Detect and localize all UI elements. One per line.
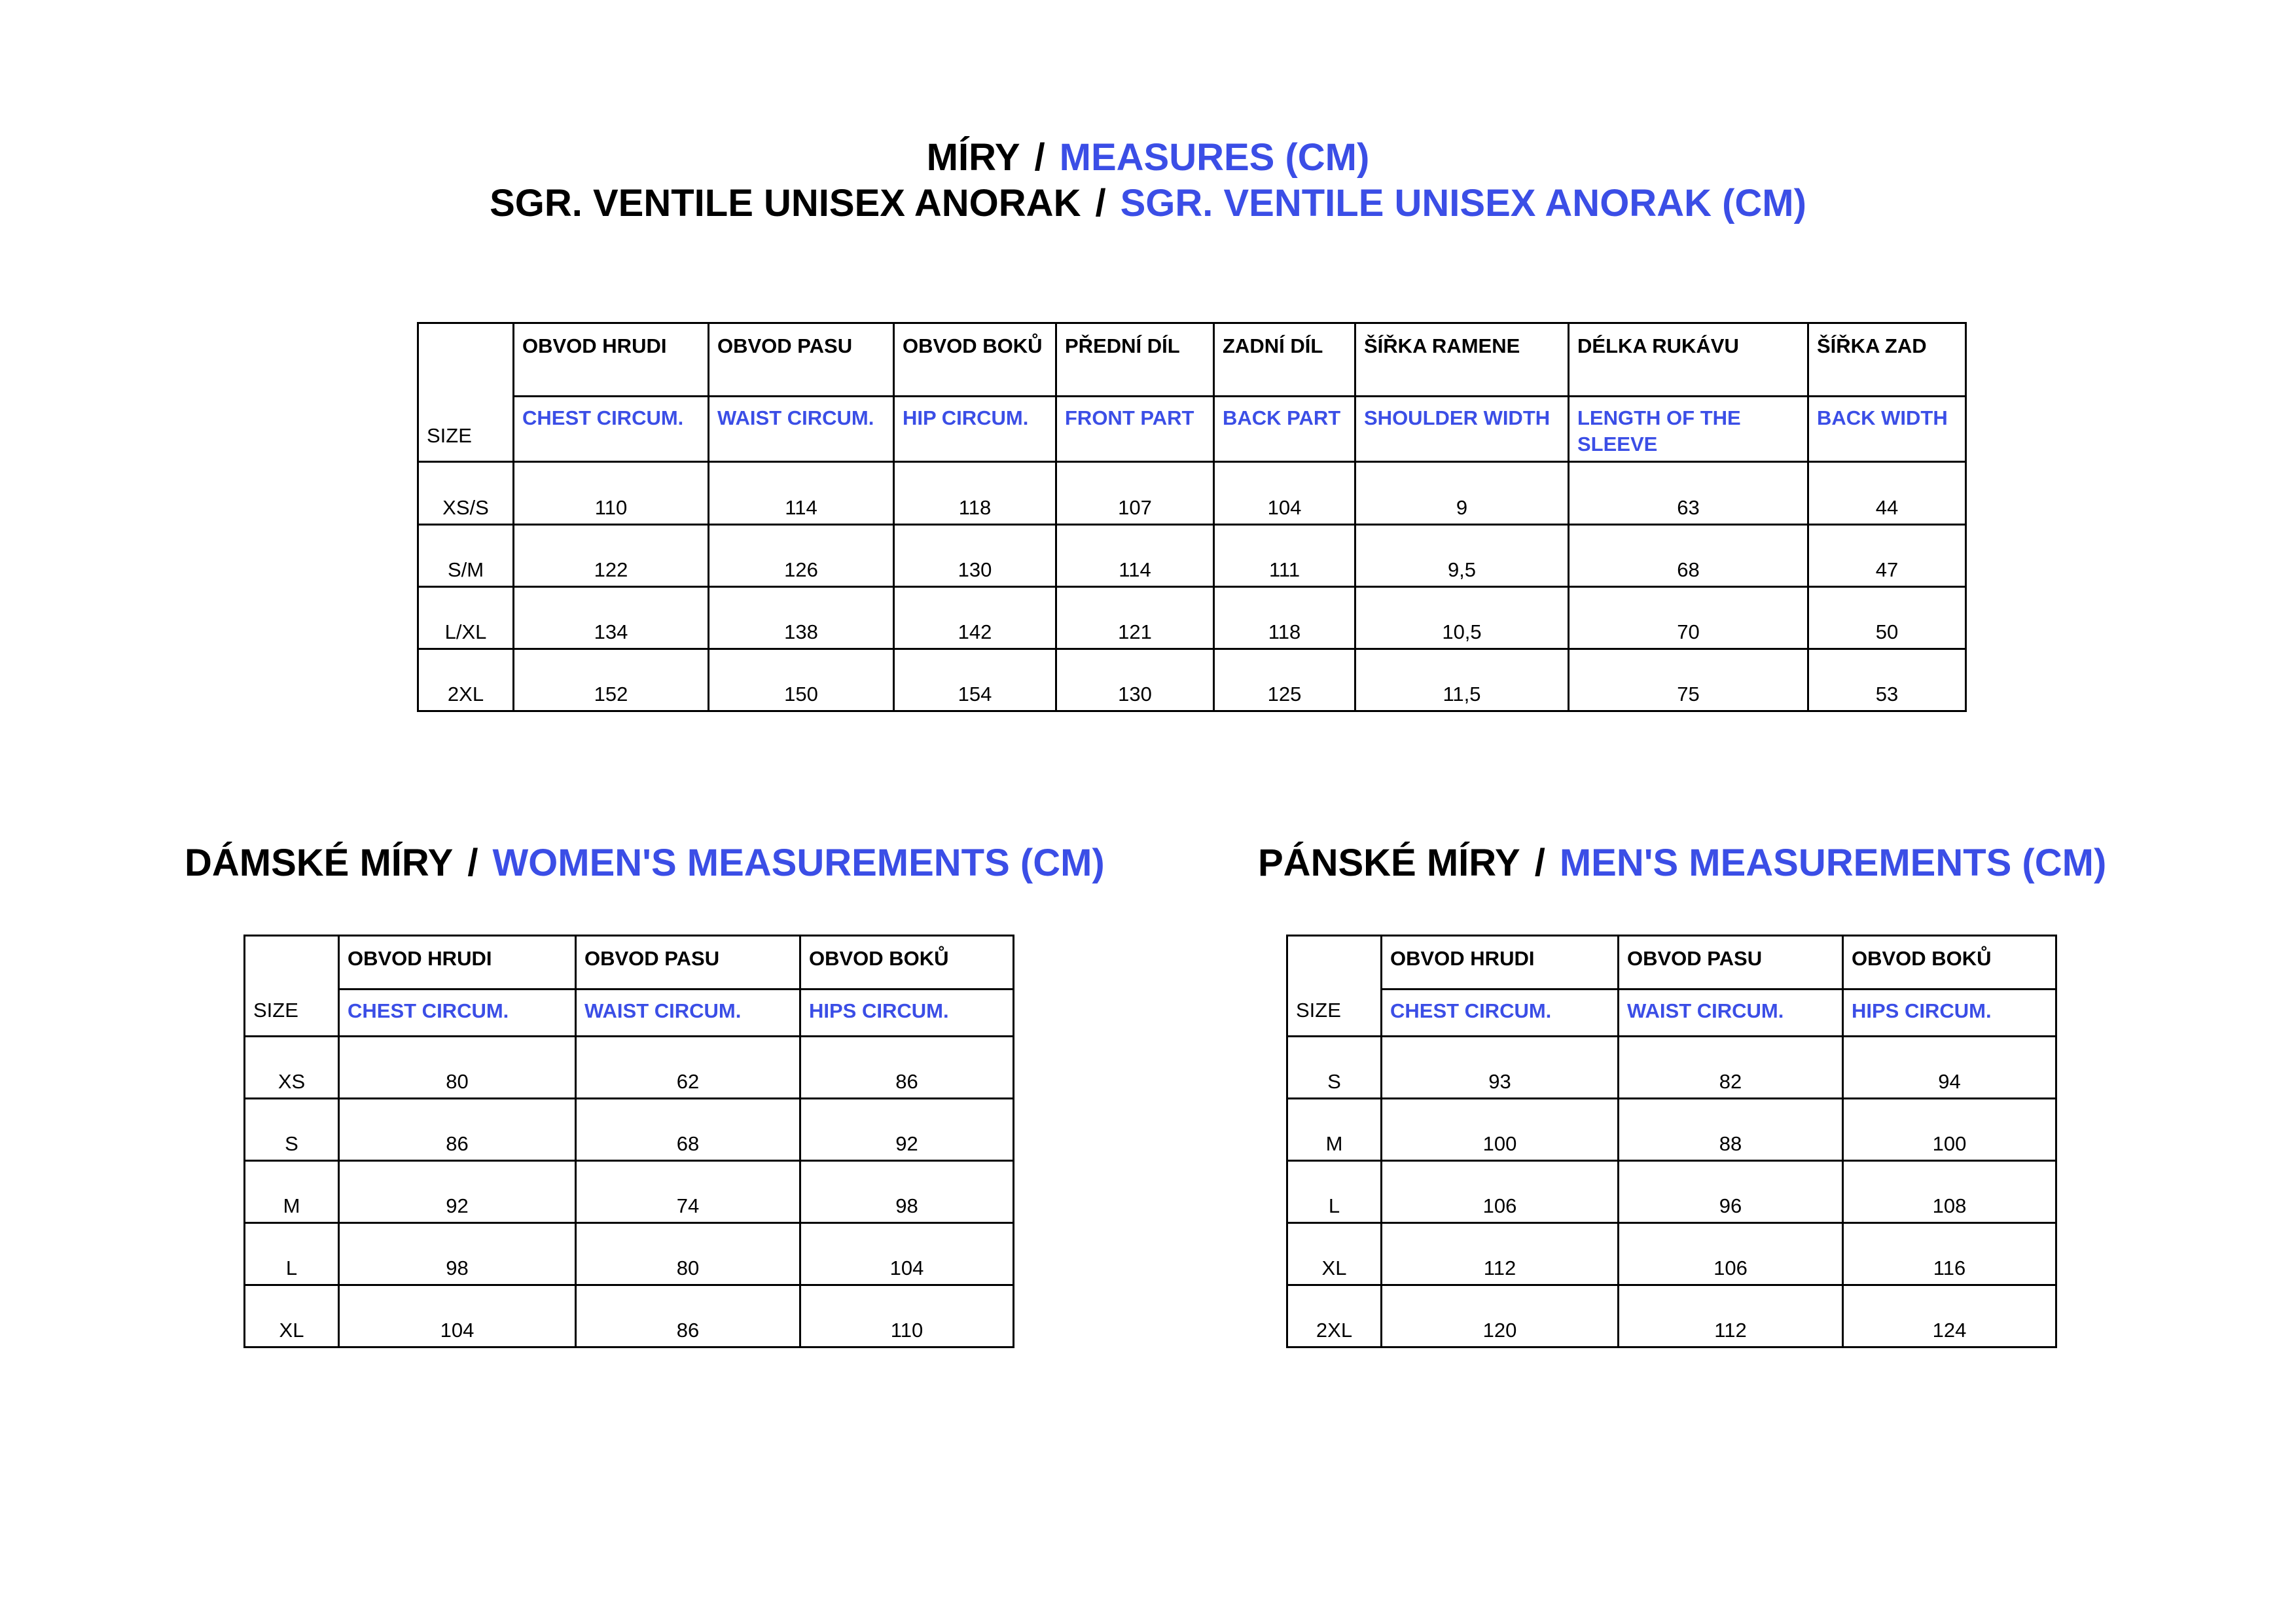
size-cell: L/XL [418, 587, 514, 649]
value-cell: 120 [1382, 1285, 1619, 1347]
value-cell: 92 [800, 1099, 1014, 1161]
value-cell: 118 [894, 462, 1056, 525]
col-header-en: WAIST CIRCUM. [576, 990, 800, 1037]
size-header: SIZE [1287, 936, 1382, 1037]
table-row [418, 587, 1966, 649]
title-separator: / [1534, 842, 1545, 884]
size-cell: L [245, 1223, 339, 1285]
value-cell: 138 [709, 587, 894, 649]
col-header-en: HIPS CIRCUM. [1843, 990, 2056, 1037]
size-cell: 2XL [418, 649, 514, 711]
value-cell: 108 [1843, 1161, 2056, 1223]
product-name-cs: SGR. VENTILE UNISEX ANORAK [490, 182, 1081, 224]
women-title-en: WOMEN'S MEASUREMENTS (CM) [492, 842, 1105, 884]
table-row [1287, 1285, 2056, 1347]
value-cell: 94 [1843, 1037, 2056, 1099]
col-header-en: WAIST CIRCUM. [709, 397, 894, 462]
col-header-en: CHEST CIRCUM. [514, 397, 709, 462]
product-name-en: SGR. VENTILE UNISEX ANORAK (CM) [1120, 182, 1806, 224]
women-section-title [185, 844, 1105, 882]
size-cell: XL [1287, 1223, 1382, 1285]
table-row [245, 1285, 1014, 1347]
value-cell: 110 [800, 1285, 1014, 1347]
col-header-en: LENGTH OF THE SLEEVE [1569, 397, 1808, 462]
value-cell: 82 [1619, 1037, 1843, 1099]
value-cell: 107 [1056, 462, 1214, 525]
col-header-cs: OBVOD PASU [576, 936, 800, 990]
men-size-table [1286, 935, 2057, 1348]
value-cell: 111 [1214, 525, 1355, 587]
value-cell: 114 [709, 462, 894, 525]
value-cell: 130 [894, 525, 1056, 587]
value-cell: 124 [1843, 1285, 2056, 1347]
value-cell: 80 [339, 1037, 576, 1099]
size-cell: M [245, 1161, 339, 1223]
value-cell: 80 [576, 1223, 800, 1285]
size-cell: S [1287, 1037, 1382, 1099]
size-cell: XS/S [418, 462, 514, 525]
col-header-cs: ŠÍŘKA RAMENE [1355, 323, 1569, 397]
col-header-cs: DÉLKA RUKÁVU [1569, 323, 1808, 397]
value-cell: 100 [1843, 1099, 2056, 1161]
page-title-line2 [0, 182, 2296, 224]
value-cell: 100 [1382, 1099, 1619, 1161]
size-cell: L [1287, 1161, 1382, 1223]
value-cell: 75 [1569, 649, 1808, 711]
size-cell: XS [245, 1037, 339, 1099]
value-cell: 126 [709, 525, 894, 587]
value-cell: 112 [1382, 1223, 1619, 1285]
value-cell: 110 [514, 462, 709, 525]
table-row [1287, 1223, 2056, 1285]
size-cell: S [245, 1099, 339, 1161]
col-header-en: HIPS CIRCUM. [800, 990, 1014, 1037]
col-header-cs: PŘEDNÍ DÍL [1056, 323, 1214, 397]
value-cell: 74 [576, 1161, 800, 1223]
value-cell: 104 [339, 1285, 576, 1347]
col-header-cs: ŠÍŘKA ZAD [1808, 323, 1966, 397]
value-cell: 150 [709, 649, 894, 711]
value-cell: 104 [1214, 462, 1355, 525]
col-header-en: BACK WIDTH [1808, 397, 1966, 462]
value-cell: 88 [1619, 1099, 1843, 1161]
title-separator: / [467, 842, 478, 884]
value-cell: 106 [1382, 1161, 1619, 1223]
table-row [245, 1037, 1014, 1099]
men-title-cs: PÁNSKÉ MÍRY [1258, 842, 1520, 884]
women-size-table [243, 935, 1014, 1348]
value-cell: 104 [800, 1223, 1014, 1285]
value-cell: 98 [339, 1223, 576, 1285]
men-section-title [1258, 844, 2106, 882]
value-cell: 125 [1214, 649, 1355, 711]
size-header: SIZE [418, 323, 514, 462]
value-cell: 114 [1056, 525, 1214, 587]
value-cell: 47 [1808, 525, 1966, 587]
value-cell: 154 [894, 649, 1056, 711]
value-cell: 10,5 [1355, 587, 1569, 649]
value-cell: 116 [1843, 1223, 2056, 1285]
value-cell: 130 [1056, 649, 1214, 711]
value-cell: 106 [1619, 1223, 1843, 1285]
value-cell: 142 [894, 587, 1056, 649]
col-header-cs: OBVOD BOKŮ [800, 936, 1014, 990]
value-cell: 9,5 [1355, 525, 1569, 587]
col-header-en: WAIST CIRCUM. [1619, 990, 1843, 1037]
value-cell: 44 [1808, 462, 1966, 525]
value-cell: 122 [514, 525, 709, 587]
value-cell: 70 [1569, 587, 1808, 649]
value-cell: 50 [1808, 587, 1966, 649]
col-header-en: CHEST CIRCUM. [1382, 990, 1619, 1037]
title-separator: / [1034, 136, 1045, 179]
value-cell: 63 [1569, 462, 1808, 525]
value-cell: 9 [1355, 462, 1569, 525]
value-cell: 93 [1382, 1037, 1619, 1099]
col-header-en: SHOULDER WIDTH [1355, 397, 1569, 462]
table-row [1287, 1037, 2056, 1099]
table-row [418, 525, 1966, 587]
col-header-cs: OBVOD HRUDI [1382, 936, 1619, 990]
size-cell: S/M [418, 525, 514, 587]
table-row [418, 462, 1966, 525]
col-header-cs: OBVOD HRUDI [339, 936, 576, 990]
value-cell: 86 [800, 1037, 1014, 1099]
value-cell: 86 [339, 1099, 576, 1161]
col-header-cs: OBVOD BOKŮ [1843, 936, 2056, 990]
col-header-en: CHEST CIRCUM. [339, 990, 576, 1037]
col-header-cs: ZADNÍ DÍL [1214, 323, 1355, 397]
col-header-en: BACK PART [1214, 397, 1355, 462]
value-cell: 152 [514, 649, 709, 711]
value-cell: 86 [576, 1285, 800, 1347]
col-header-cs: OBVOD HRUDI [514, 323, 709, 397]
value-cell: 96 [1619, 1161, 1843, 1223]
value-cell: 62 [576, 1037, 800, 1099]
value-cell: 53 [1808, 649, 1966, 711]
title-separator: / [1095, 182, 1106, 224]
size-cell: 2XL [1287, 1285, 1382, 1347]
col-header-cs: OBVOD PASU [1619, 936, 1843, 990]
value-cell: 68 [1569, 525, 1808, 587]
col-header-cs: OBVOD PASU [709, 323, 894, 397]
col-header-en: HIP CIRCUM. [894, 397, 1056, 462]
value-cell: 112 [1619, 1285, 1843, 1347]
size-cell: M [1287, 1099, 1382, 1161]
value-cell: 118 [1214, 587, 1355, 649]
value-cell: 98 [800, 1161, 1014, 1223]
value-cell: 121 [1056, 587, 1214, 649]
table-row [245, 1099, 1014, 1161]
title-en: MEASURES (CM) [1059, 136, 1370, 179]
value-cell: 11,5 [1355, 649, 1569, 711]
men-title-en: MEN'S MEASUREMENTS (CM) [1559, 842, 2107, 884]
value-cell: 68 [576, 1099, 800, 1161]
col-header-en: FRONT PART [1056, 397, 1214, 462]
women-title-cs: DÁMSKÉ MÍRY [185, 842, 454, 884]
table-row [418, 649, 1966, 711]
size-header: SIZE [245, 936, 339, 1037]
title-cs: MÍRY [926, 136, 1020, 179]
value-cell: 92 [339, 1161, 576, 1223]
table-row [245, 1223, 1014, 1285]
col-header-cs: OBVOD BOKŮ [894, 323, 1056, 397]
size-cell: XL [245, 1285, 339, 1347]
table-row [245, 1161, 1014, 1223]
page-title-line1 [0, 136, 2296, 179]
anorak-size-table [417, 322, 1967, 712]
value-cell: 134 [514, 587, 709, 649]
table-row [1287, 1099, 2056, 1161]
table-row [1287, 1161, 2056, 1223]
